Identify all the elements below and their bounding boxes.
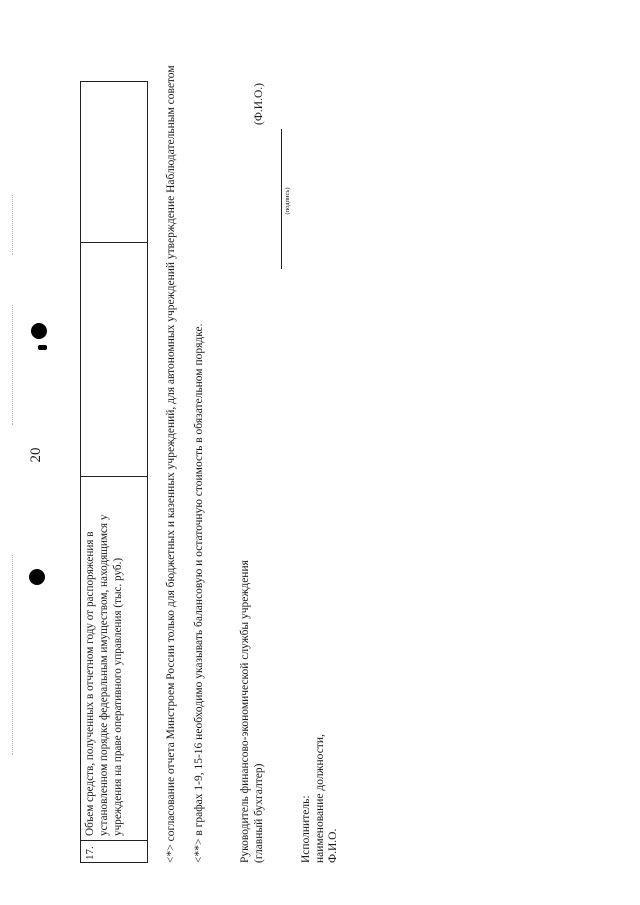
scan-artifact-line [12,305,13,425]
page-number: 20 [28,447,44,463]
footnote-2: <**> в графах 1-9, 15-16 необходимо указывать балансовую и остаточную стоимость в обязательном порядке. [193,323,205,863]
row-number: 17. [81,840,147,862]
empty-cell [81,242,147,476]
executor-position: наименование должности, [313,734,326,863]
signature-caption: (подпись) [284,187,291,215]
punch-hole-mark [31,323,47,339]
punch-hole-mark [29,569,45,585]
signatory-fio: (Ф.И.О.) [253,83,265,125]
scan-artifact-line [12,555,13,755]
signatory-label: Руководитель финансово-экономической службы учреждения (главный бухгалтер) [239,560,265,863]
empty-cell [81,82,147,242]
punch-hole-notch [38,345,47,350]
executor-fio: Ф.И.О. [327,828,339,863]
footnote-1: <*> согласование отчета Минстроем России только для бюджетных и казенных учреждений, для автономных учреждений утверждение Наблюдательным советом [165,65,177,863]
row-description: Объем средств, полученных в отчетном году от распоряжения в установленном порядке федеральным имуществом, находящимся у учреждения на праве оперативного управления (тыс. руб.) [81,476,147,840]
signature-line [281,129,282,269]
table-row [80,81,148,863]
executor-title: Исполнитель: [300,795,312,863]
scan-artifact-line [12,195,13,255]
executor-block [300,563,341,863]
